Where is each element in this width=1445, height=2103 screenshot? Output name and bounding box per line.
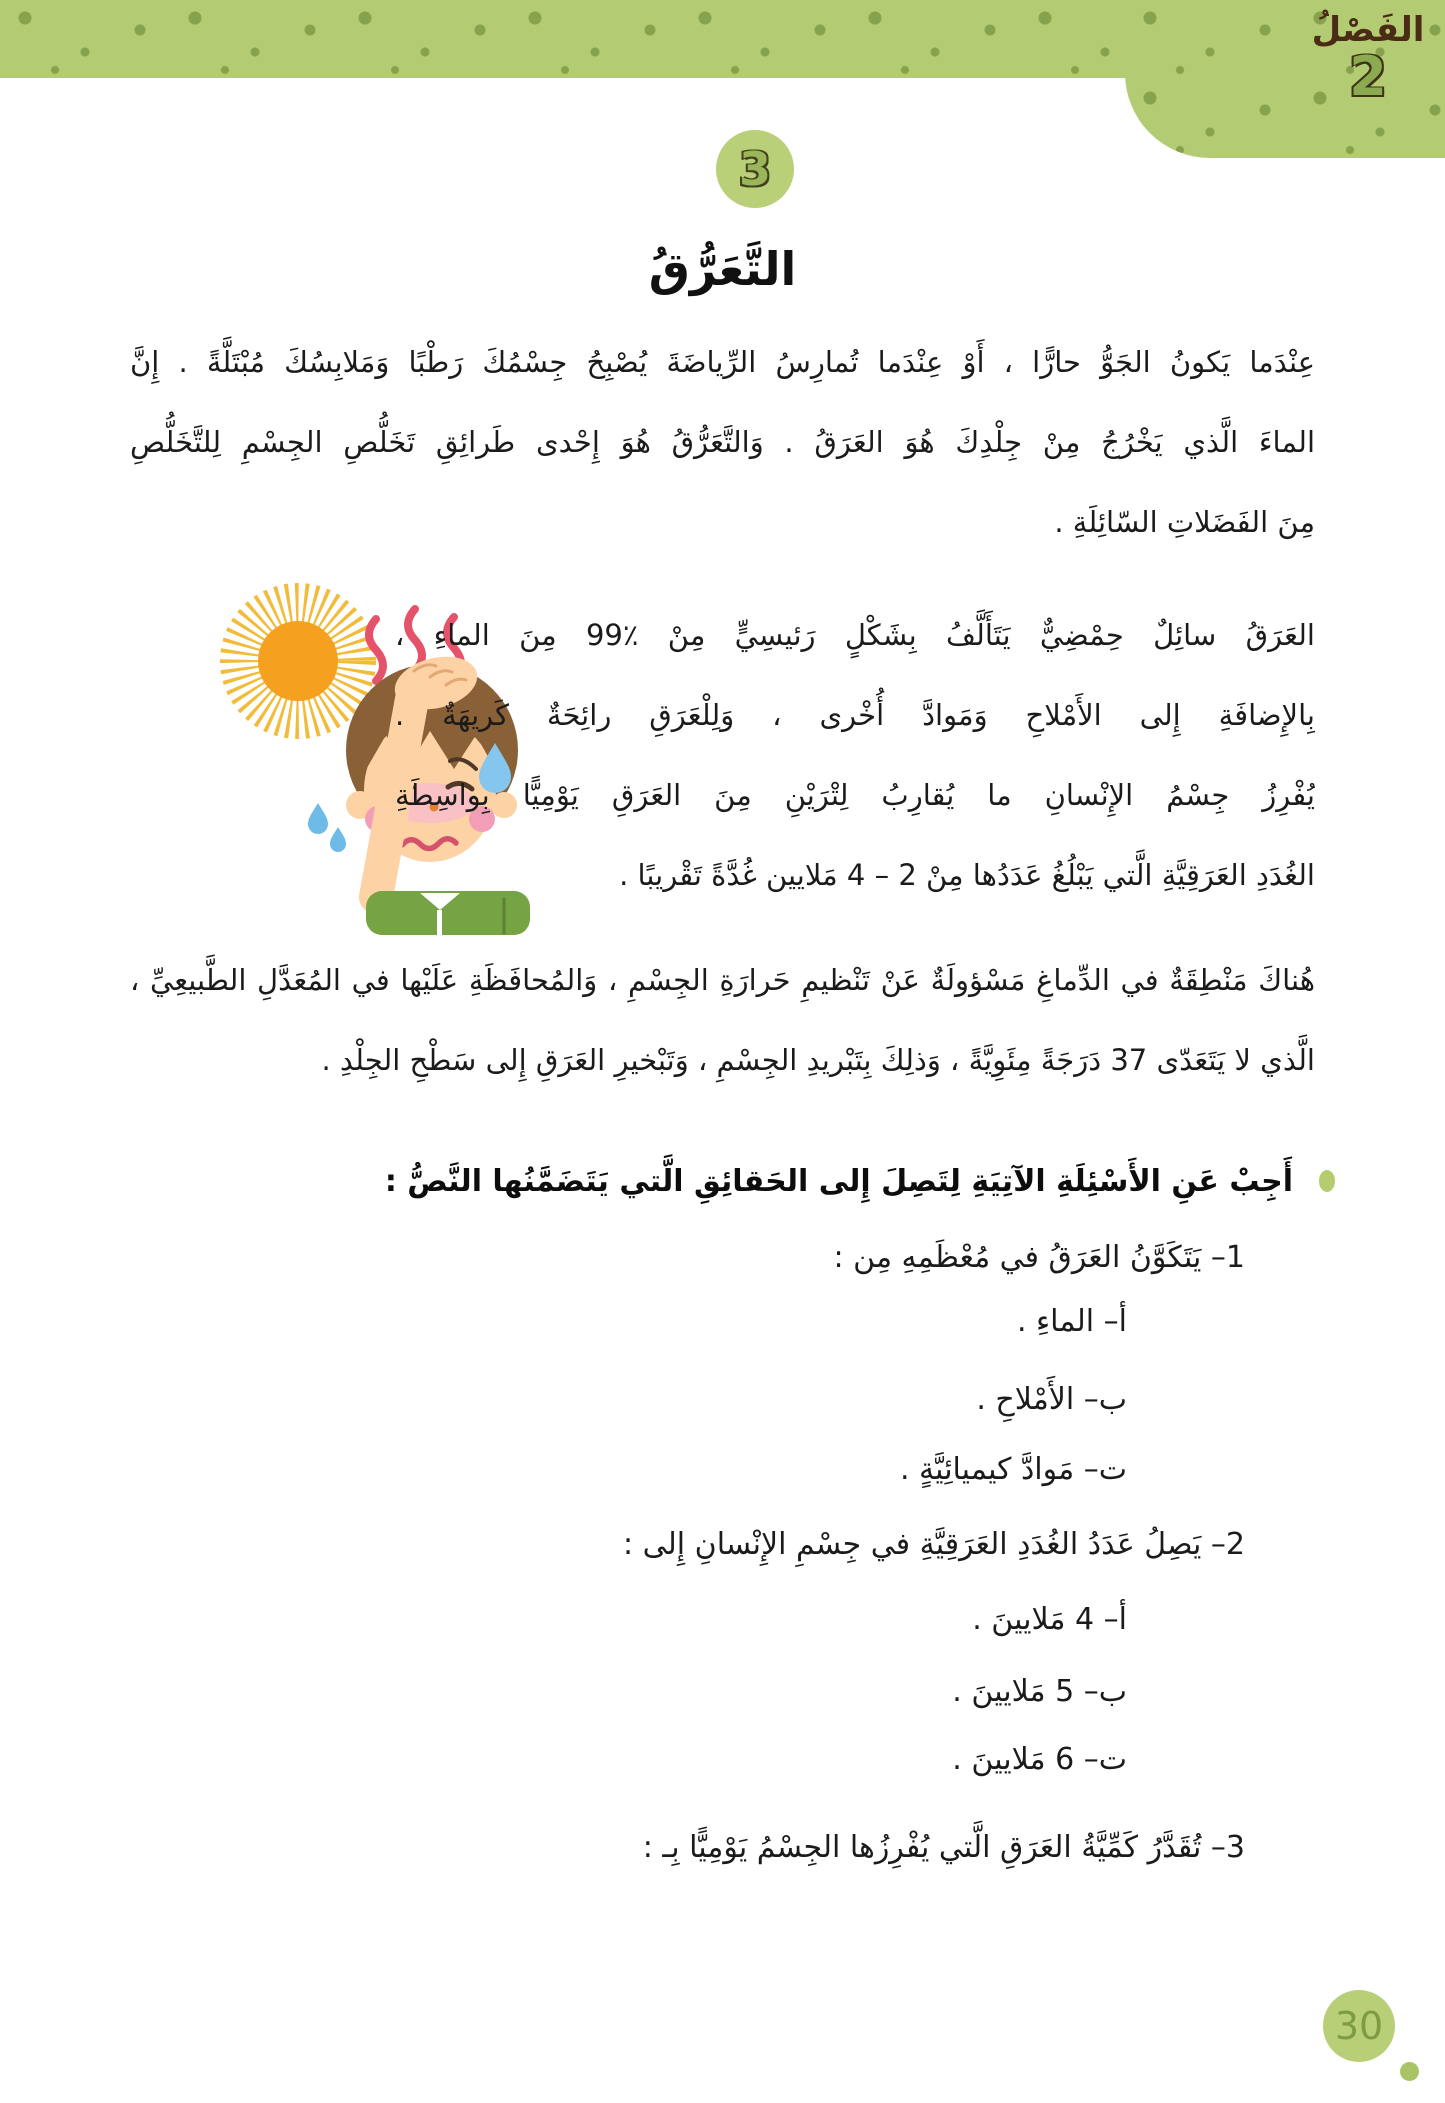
paragraph-1 xyxy=(130,322,1315,562)
text-line: الَّذي لا يَتَعَدّى 37 دَرَجَةً مِئَوِيَّةً ، وَذلِكَ بِتَبْريدِ الجِسْمِ ، وَتَبْخيرِ العَرَقِ إِلى سَطْحِ الجِلْدِ . xyxy=(321,1043,1315,1077)
sweat-drops-icon xyxy=(308,803,346,852)
text-line: الغُدَدِ العَرَقِيَّةِ الَّتي يَبْلُغُ عَدَدُها مِنْ 2 – 4 مَلايين غُدَّةً تَقْريبًا . xyxy=(619,858,1315,892)
sun-icon xyxy=(240,603,356,719)
question-2-option-b: ب– 5 مَلايينَ . xyxy=(952,1674,1127,1709)
text-line: عِنْدَما يَكونُ الجَوُّ حارًّا ، أَوْ عِنْدَما تُمارِسُ الرِّياضَةَ يُصْبِحُ جِسْمُكَ رَطْبًا وَمَلابِسُكَ مُبْتَلَّةً . إِنَّ xyxy=(130,345,1315,379)
text-line: يُفْرِزُ جِسْمُ الإِنْسانِ ما يُقارِبُ لِتْرَيْنِ مِنَ العَرَقِ يَوْمِيًّا بِواسِطَةِ xyxy=(395,778,1315,812)
questions-instruction: أَجِبْ عَنِ الأَسْئِلَةِ الآتِيَةِ لِتَصِلَ إِلى الحَقائِقِ الَّتي يَتَضَمَّنُها النَّصُّ : xyxy=(384,1164,1293,1199)
green-bullet-icon xyxy=(1319,1170,1335,1192)
lesson-number: 3 xyxy=(739,142,772,196)
decorative-dot xyxy=(1400,2062,1419,2081)
question-1-option-b: ب– الأَمْلاحِ . xyxy=(976,1382,1127,1417)
lesson-title: التَّعَرُّقُ xyxy=(648,242,797,296)
question-2-option-t: ت– 6 مَلايينَ . xyxy=(952,1742,1127,1777)
paragraph-2 xyxy=(395,595,1315,915)
chapter-tab xyxy=(1125,0,1445,158)
question-2: 2– يَصِلُ عَدَدُ الغُدَدِ العَرَقِيَّةِ في جِسْمِ الإِنْسانِ إِلى : xyxy=(623,1527,1245,1562)
chapter-label: الفَصْلُ xyxy=(1311,10,1425,50)
page-number: 30 xyxy=(1334,2004,1384,2048)
text-line: بِالإِضافَةِ إِلى الأَمْلاحِ وَمَوادَّ أُخْرى ، وَلِلْعَرَقِ رائِحَةٌ كَريهَةٌ . xyxy=(395,698,1315,732)
question-1: 1– يَتَكَوَّنُ العَرَقُ في مُعْظَمِهِ مِن : xyxy=(833,1240,1245,1275)
text-line: مِنَ الفَضَلاتِ السّائِلَةِ . xyxy=(1054,505,1315,539)
question-3: 3– تُقَدَّرُ كَمِّيَّةُ العَرَقِ الَّتي يُفْرِزُها الجِسْمُ يَوْمِيًّا بِـ : xyxy=(642,1830,1245,1865)
chapter-number: 2 xyxy=(1349,45,1387,109)
text-line: العَرَقُ سائِلٌ حِمْضِيٌّ يَتَأَلَّفُ بِشَكْلٍ رَئيسِيٍّ مِنْ ٪99 مِنَ الماءِ ، xyxy=(395,618,1315,652)
paragraph-3 xyxy=(130,940,1315,1100)
text-line: هُناكَ مَنْطِقَةٌ في الدِّماغِ مَسْؤولَةٌ عَنْ تَنْظيمِ حَرارَةِ الجِسْمِ ، وَالمُحافَظَةِ عَلَيْها في المُعَدَّلِ الطَّبيعِيِّ ، xyxy=(130,963,1315,997)
question-2-option-a: أ– 4 مَلايينَ . xyxy=(972,1602,1127,1637)
chapter-box xyxy=(1303,10,1433,109)
lesson-number-badge xyxy=(716,130,794,208)
text-line: الماءَ الَّذي يَخْرُجُ مِنْ جِلْدِكَ هُوَ العَرَقُ . وَالتَّعَرُّقُ هُوَ إِحْدى طَرائِقِ تَخَلُّصِ الجِسْمِ لِلتَّخَلُّصِ xyxy=(130,425,1315,459)
question-1-option-t: ت– مَوادَّ كيميائِيَّةٍ . xyxy=(899,1452,1127,1487)
question-1-option-a: أ– الماءِ . xyxy=(1016,1304,1127,1339)
page-number-badge xyxy=(1323,1990,1395,2062)
